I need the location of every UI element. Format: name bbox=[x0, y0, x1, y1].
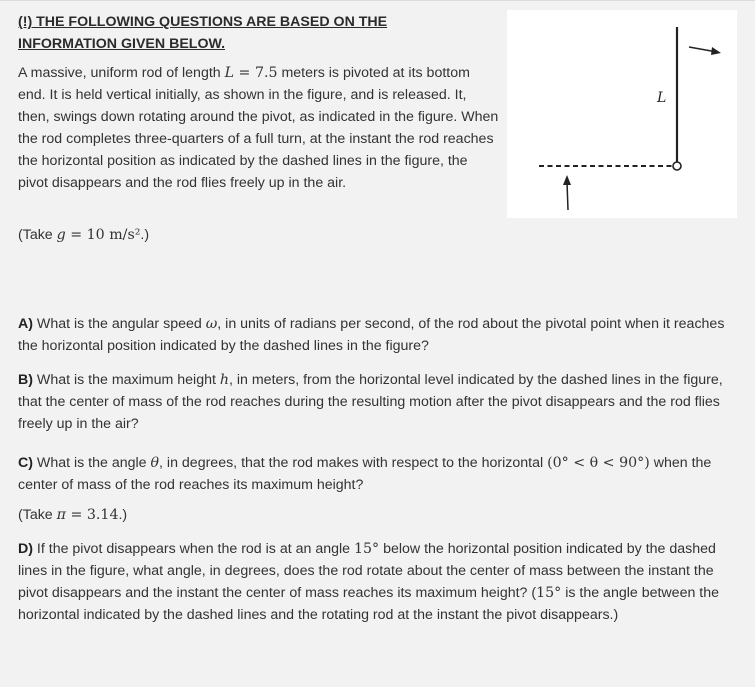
angle-15-second: 15° bbox=[536, 585, 562, 601]
equals-sign: = bbox=[234, 65, 255, 81]
question-b-text-1: What is the maximum height bbox=[32, 372, 220, 388]
theta-symbol: θ bbox=[150, 455, 160, 471]
top-border bbox=[0, 0, 755, 1]
question-c-letter: C) bbox=[18, 455, 33, 471]
header-line-1: (!) THE FOLLOWING QUESTIONS ARE BASED ON THE bbox=[18, 14, 388, 30]
pi-note bbox=[18, 504, 127, 526]
top-arrow-head bbox=[711, 47, 721, 55]
gravity-suffix: .) bbox=[140, 227, 150, 243]
length-value: 7.5 bbox=[254, 65, 278, 81]
pi-symbol: π bbox=[56, 507, 66, 523]
pi-equals: = bbox=[65, 507, 87, 523]
pi-prefix: (Take bbox=[18, 507, 57, 523]
question-a-letter: A) bbox=[18, 316, 33, 332]
intro-text-2: meters is pivoted at its bottom end. It is held vertical initially, as shown in the figure, and is released. It, then, swings down rotating around the pivot, as indicated in the figure. When the rod completes three-quarters of a full turn, at the instant the rod reaches the horizontal position as indicated by the dashed lines in the figure, the pivot disappears and the rod flies freely up in the air. bbox=[18, 65, 499, 191]
rod-length-label: L bbox=[657, 90, 667, 106]
question-a bbox=[18, 313, 738, 357]
theta-range: (0° < θ < 90°) bbox=[547, 455, 650, 471]
gravity-prefix: (Take bbox=[18, 227, 57, 243]
question-b-letter: B) bbox=[18, 372, 33, 388]
question-d-text-3: is the angle between the horizontal indicated by the dashed lines and the rotating rod at the instant the pivot disappears.) bbox=[18, 585, 720, 623]
question-c bbox=[18, 452, 738, 496]
header-line-2: INFORMATION GIVEN BELOW. bbox=[18, 36, 226, 52]
question-d bbox=[18, 538, 738, 626]
gravity-symbol: g bbox=[56, 227, 66, 243]
question-b-text-2: , in meters, from the horizontal level indicated by the dashed lines in the figure, that the center of mass of the rod reaches during the resulting motion after the pivot disappears and the rod flies freely up in the air? bbox=[18, 372, 723, 432]
question-d-text-1: If the pivot disappears when the rod is at an angle bbox=[32, 541, 354, 557]
bottom-arrow-shaft bbox=[567, 182, 568, 210]
question-b bbox=[18, 369, 738, 435]
gravity-value: 10 m/s² bbox=[86, 227, 141, 243]
question-c-text-2: , in degrees, that the rod makes with respect to the horizontal bbox=[159, 455, 548, 471]
length-symbol: L bbox=[224, 65, 235, 81]
rod-figure bbox=[507, 10, 737, 218]
question-d-letter: D) bbox=[18, 541, 33, 557]
question-c-text-3: when the center of mass of the rod reaches its maximum height? bbox=[18, 455, 712, 493]
pivot-point bbox=[673, 162, 681, 170]
rod-diagram bbox=[507, 10, 737, 218]
pi-suffix: .) bbox=[118, 507, 128, 523]
question-d-text-2: below the horizontal position indicated by the dashed lines in the figure, what angle, in degrees, does the rod rotate about the center of mass between the instant the pivot disappears and the instant the center of mass reaches its maximum height? ( bbox=[18, 541, 716, 601]
bottom-arrow-head bbox=[563, 175, 571, 185]
gravity-equals: = bbox=[65, 227, 87, 243]
gravity-note bbox=[18, 224, 149, 246]
angle-15: 15° bbox=[353, 541, 380, 557]
question-c-text-1: What is the angle bbox=[32, 455, 151, 471]
question-a-text-2: , in units of radians per second, of the rod about the pivotal point when it reaches the horizontal position indicated by the dashed lines in the figure? bbox=[18, 316, 725, 354]
problem-statement bbox=[18, 62, 500, 194]
omega-symbol: ω bbox=[205, 316, 218, 332]
intro-text-1: A massive, uniform rod of length bbox=[18, 65, 225, 81]
question-a-text-1: What is the angular speed bbox=[32, 316, 206, 332]
height-symbol: h bbox=[219, 372, 229, 388]
section-header bbox=[18, 11, 488, 55]
pi-value: 3.14 bbox=[86, 507, 119, 523]
